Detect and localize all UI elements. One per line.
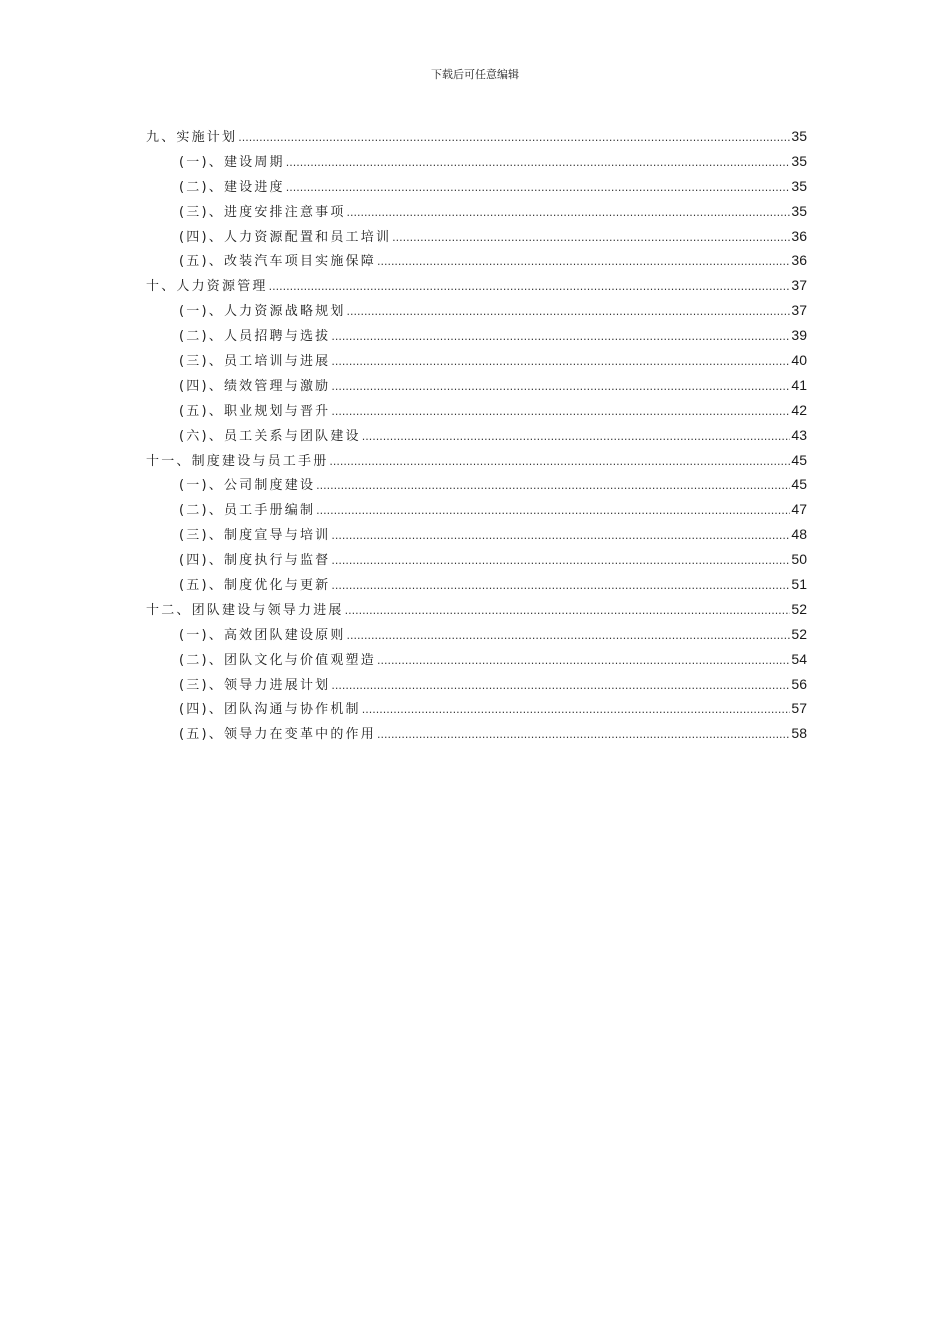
toc-page-number: 51 — [791, 576, 807, 593]
toc-dot-leader — [331, 380, 790, 393]
toc-entry-title: (一)、建设周期 — [179, 154, 285, 170]
toc-entry-title: (二)、团队文化与价值观塑造 — [179, 652, 376, 668]
toc-dot-leader — [331, 355, 790, 368]
toc-section-row[interactable] — [146, 549, 807, 574]
toc-page-number: 54 — [791, 650, 807, 667]
page-header: 下载后可任意编辑 — [431, 68, 519, 81]
toc-page-number: 50 — [791, 551, 807, 568]
toc-entry-title: (三)、制度宣导与培训 — [179, 528, 331, 544]
toc-section-row[interactable] — [146, 400, 807, 425]
table-of-contents — [146, 126, 807, 748]
toc-chapter-row[interactable] — [146, 599, 807, 624]
toc-dot-leader — [362, 703, 791, 716]
toc-dot-leader — [331, 405, 790, 418]
toc-chapter-row[interactable] — [146, 275, 807, 300]
toc-section-row[interactable] — [146, 325, 807, 350]
toc-dot-leader — [377, 255, 790, 268]
toc-page-number: 36 — [791, 227, 807, 244]
toc-entry-title: (五)、改装汽车项目实施保障 — [179, 254, 376, 270]
toc-section-row[interactable] — [146, 674, 807, 699]
toc-dot-leader — [331, 679, 790, 692]
toc-entry-title: 九、实施计划 — [146, 130, 238, 145]
toc-section-row[interactable] — [146, 723, 807, 748]
toc-page-number: 35 — [791, 152, 807, 169]
toc-section-row[interactable] — [146, 151, 807, 176]
toc-page-number: 58 — [791, 725, 807, 742]
toc-entry-title: (三)、员工培训与进展 — [179, 354, 331, 370]
toc-dot-leader — [347, 305, 791, 318]
toc-dot-leader — [347, 629, 791, 642]
toc-section-row[interactable] — [146, 524, 807, 549]
toc-entry-title: (五)、职业规划与晋升 — [179, 403, 331, 419]
toc-section-row[interactable] — [146, 499, 807, 524]
toc-entry-title: (五)、领导力在变革中的作用 — [179, 727, 376, 743]
toc-dot-leader — [345, 604, 791, 617]
toc-dot-leader — [316, 504, 790, 517]
toc-page-number: 37 — [791, 277, 807, 294]
toc-page-number: 47 — [791, 501, 807, 518]
toc-section-row[interactable] — [146, 574, 807, 599]
toc-page-number: 36 — [791, 252, 807, 269]
toc-dot-leader — [329, 455, 790, 468]
toc-dot-leader — [238, 131, 790, 144]
toc-page-number: 41 — [791, 376, 807, 393]
toc-dot-leader — [377, 654, 790, 667]
toc-section-row[interactable] — [146, 474, 807, 499]
toc-page-number: 42 — [791, 401, 807, 418]
toc-dot-leader — [331, 554, 790, 567]
toc-dot-leader — [392, 231, 790, 244]
toc-dot-leader — [377, 728, 790, 741]
toc-entry-title: (二)、人员招聘与选拔 — [179, 329, 331, 345]
toc-section-row[interactable] — [146, 649, 807, 674]
toc-section-row[interactable] — [146, 201, 807, 226]
toc-dot-leader — [362, 430, 791, 443]
toc-section-row[interactable] — [146, 698, 807, 723]
toc-dot-leader — [269, 280, 791, 293]
toc-entry-title: (一)、高效团队建设原则 — [179, 627, 346, 643]
toc-entry-title: 十二、团队建设与领导力进展 — [146, 602, 344, 618]
toc-section-row[interactable] — [146, 624, 807, 649]
toc-chapter-row[interactable] — [146, 126, 807, 151]
toc-entry-title: (五)、制度优化与更新 — [179, 578, 331, 594]
toc-entry-title: (二)、员工手册编制 — [179, 503, 316, 519]
toc-page-number: 37 — [791, 302, 807, 319]
toc-entry-title: 十一、制度建设与员工手册 — [146, 453, 329, 469]
toc-section-row[interactable] — [146, 226, 807, 251]
toc-entry-title: (二)、建设进度 — [179, 179, 285, 195]
toc-section-row[interactable] — [146, 425, 807, 450]
toc-page-number: 35 — [791, 202, 807, 219]
toc-section-row[interactable] — [146, 375, 807, 400]
toc-page-number: 48 — [791, 526, 807, 543]
toc-chapter-row[interactable] — [146, 450, 807, 475]
toc-dot-leader — [331, 529, 790, 542]
toc-page-number: 52 — [791, 625, 807, 642]
toc-dot-leader — [316, 479, 790, 492]
toc-page-number: 43 — [791, 426, 807, 443]
toc-section-row[interactable] — [146, 300, 807, 325]
toc-page-number: 56 — [791, 675, 807, 692]
toc-dot-leader — [347, 206, 791, 219]
toc-dot-leader — [331, 330, 790, 343]
toc-page-number: 40 — [791, 352, 807, 369]
toc-page-number: 52 — [791, 600, 807, 617]
toc-entry-title: (六)、员工关系与团队建设 — [179, 428, 361, 444]
toc-entry-title: (三)、领导力进展计划 — [179, 677, 331, 693]
toc-dot-leader — [331, 579, 790, 592]
toc-page-number: 39 — [791, 327, 807, 344]
toc-entry-title: 十、人力资源管理 — [146, 279, 268, 295]
toc-section-row[interactable] — [146, 176, 807, 201]
toc-page-number: 45 — [791, 451, 807, 468]
toc-entry-title: (四)、制度执行与监督 — [179, 553, 331, 569]
toc-page-number: 35 — [791, 128, 807, 144]
toc-entry-title: (四)、人力资源配置和员工培训 — [179, 229, 392, 245]
toc-section-row[interactable] — [146, 250, 807, 275]
toc-page-number: 57 — [791, 700, 807, 717]
toc-page-number: 35 — [791, 177, 807, 194]
toc-entry-title: (一)、人力资源战略规划 — [179, 304, 346, 320]
toc-section-row[interactable] — [146, 350, 807, 375]
toc-dot-leader — [286, 156, 791, 169]
toc-page-number: 45 — [791, 476, 807, 493]
toc-entry-title: (一)、公司制度建设 — [179, 478, 316, 494]
toc-dot-leader — [286, 181, 791, 194]
toc-entry-title: (四)、团队沟通与协作机制 — [179, 702, 361, 718]
toc-entry-title: (三)、进度安排注意事项 — [179, 204, 346, 220]
toc-entry-title: (四)、绩效管理与激励 — [179, 378, 331, 394]
